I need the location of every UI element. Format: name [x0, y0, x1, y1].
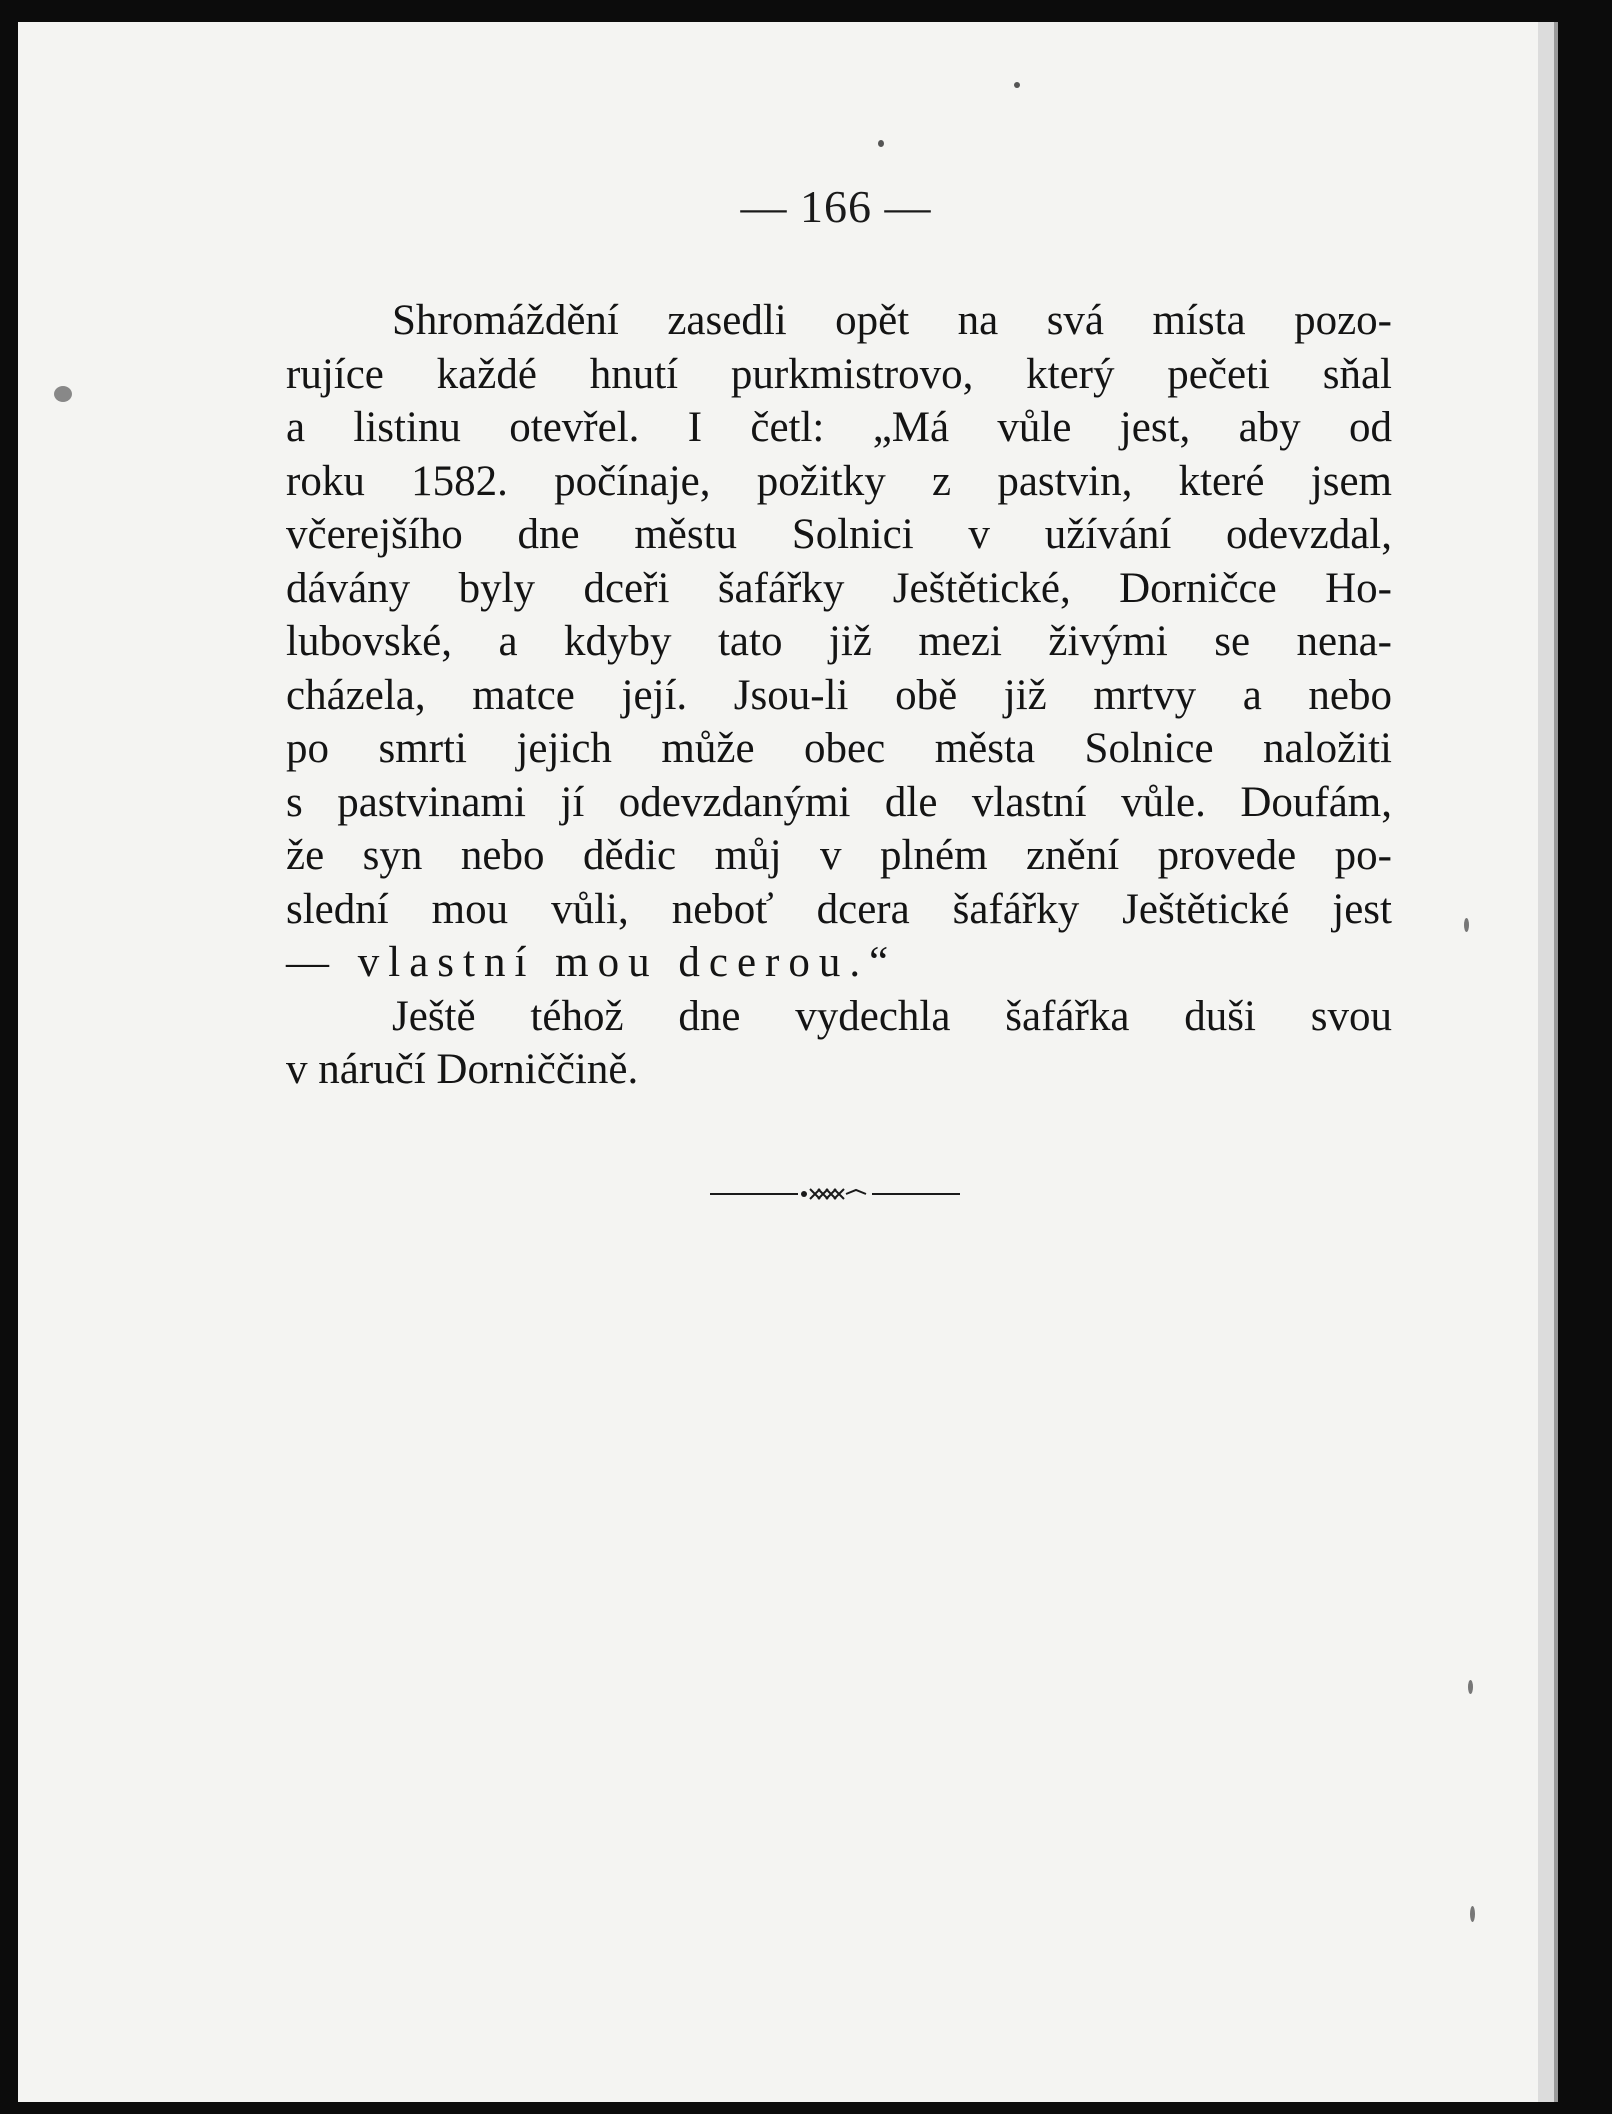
text-line: Ještě téhož dne vydechla šafářka duši svou [392, 992, 1392, 1040]
text-line: roku 1582. počínaje, požitky z pastvin, které jsem [286, 457, 1392, 505]
text-line: a listinu otevřel. I četl: „Má vůle jest, aby od [286, 404, 1392, 451]
text-line: s pastvinami jí odevzdanými dle vlastní vůle. Doufám, [286, 778, 1392, 826]
section-end-ornament [710, 1186, 960, 1202]
page-number: — 166 — [740, 181, 932, 232]
text-line: že syn nebo dědic můj v plném znění provede po- [286, 832, 1392, 879]
text-line: slední mou vůli, neboť dcera šafářky Ještětické jest [286, 885, 1392, 933]
text-line: v náručí Dorniččině. [286, 1046, 639, 1093]
scan-speck [878, 140, 884, 147]
text-line: dávány byly dceři šafářky Ještětické, Dorničce Ho- [286, 564, 1392, 612]
body-text [286, 294, 1392, 1097]
scan-speck [54, 386, 72, 402]
text-line: — vlastní mou dcerou.“ [286, 939, 898, 986]
page-edge [1538, 22, 1554, 2102]
text-line: včerejšího dne městu Solnici v užívání odevzdal, [286, 511, 1392, 558]
scan-speck [1464, 918, 1469, 932]
text-line: lubovské, a kdyby tato již mezi živými se nena- [286, 618, 1392, 665]
scan-speck [1468, 1680, 1473, 1694]
scan-speck [1470, 1906, 1475, 1922]
scan-speck [1014, 82, 1020, 88]
text-line: po smrti jejich může obec města Solnice naložiti [286, 725, 1392, 772]
text-line: rujíce každé hnutí purkmistrovo, který pečeti sňal [286, 350, 1392, 398]
page-edge-shadow [1554, 22, 1558, 2102]
text-line: cházela, matce její. Jsou-li obě již mrtvy a nebo [286, 671, 1392, 719]
text-line: Shromáždění zasedli opět na svá místa pozo- [392, 297, 1392, 344]
